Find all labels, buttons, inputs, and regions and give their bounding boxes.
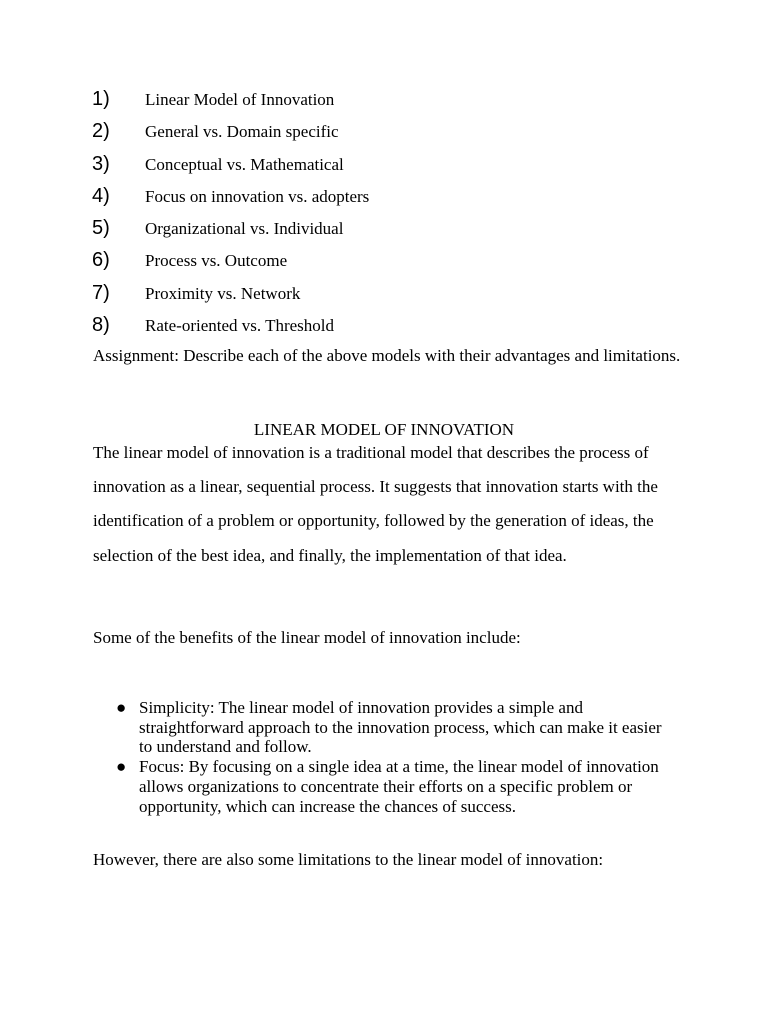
- list-item-label: Linear Model of Innovation: [145, 90, 335, 109]
- limitations-intro: However, there are also some limitations to the linear model of innovation:: [93, 850, 604, 869]
- list-item-label: General vs. Domain specific: [145, 122, 339, 142]
- benefit-text: Simplicity: The linear model of innovation provides a simple and straightforward approach to the innovation process, which can make it easier to understand and follow.: [139, 698, 662, 757]
- list-item: [92, 249, 369, 281]
- list-item-label: Focus on innovation vs. adopters: [145, 186, 370, 206]
- list-number: 5): [92, 217, 110, 240]
- list-item: [92, 314, 369, 346]
- list-item: [92, 282, 369, 314]
- list-item: [92, 88, 369, 120]
- list-number: 1): [92, 88, 110, 110]
- list-item-label: Proximity vs. Network: [145, 283, 301, 303]
- list-item-label: Conceptual vs. Mathematical: [145, 154, 344, 174]
- bullet-icon: ●: [116, 757, 127, 777]
- list-item: [92, 185, 369, 217]
- list-number: 7): [92, 281, 110, 304]
- list-number: 3): [92, 152, 110, 175]
- assignment-paragraph: Assignment: Describe each of the above models with their advantages and limitations.: [93, 346, 681, 365]
- intro-paragraph: The linear model of innovation is a traditional model that describes the process of innovation as a linear, sequential process. It suggests that innovation starts with the identification of a problem or opportunity, followed by the generation of ideas, the selection of the best idea, and finally, the implementation of that idea.: [93, 443, 658, 565]
- model-list: [92, 88, 369, 346]
- list-item: [116, 698, 676, 757]
- list-item: [116, 757, 676, 816]
- list-item: [92, 217, 369, 249]
- benefit-text: Focus: By focusing on a single idea at a time, the linear model of innovation allows organizations to concentrate their efforts on a specific problem or opportunity, which can increase the chances of success.: [139, 757, 659, 816]
- list-item: [92, 120, 369, 152]
- list-number: 4): [92, 184, 110, 207]
- list-item-label: Organizational vs. Individual: [145, 219, 344, 239]
- list-number: 6): [92, 249, 110, 272]
- list-item-label: Rate-oriented vs. Threshold: [145, 316, 335, 336]
- benefits-list: [116, 698, 676, 816]
- list-item: [92, 153, 369, 185]
- section-heading: LINEAR MODEL OF INNOVATION: [253, 420, 515, 439]
- benefits-intro: Some of the benefits of the linear model of innovation include:: [93, 628, 521, 647]
- list-item-label: Process vs. Outcome: [145, 251, 288, 271]
- list-number: 2): [92, 120, 110, 143]
- list-number: 8): [92, 314, 110, 337]
- bullet-icon: ●: [116, 698, 127, 717]
